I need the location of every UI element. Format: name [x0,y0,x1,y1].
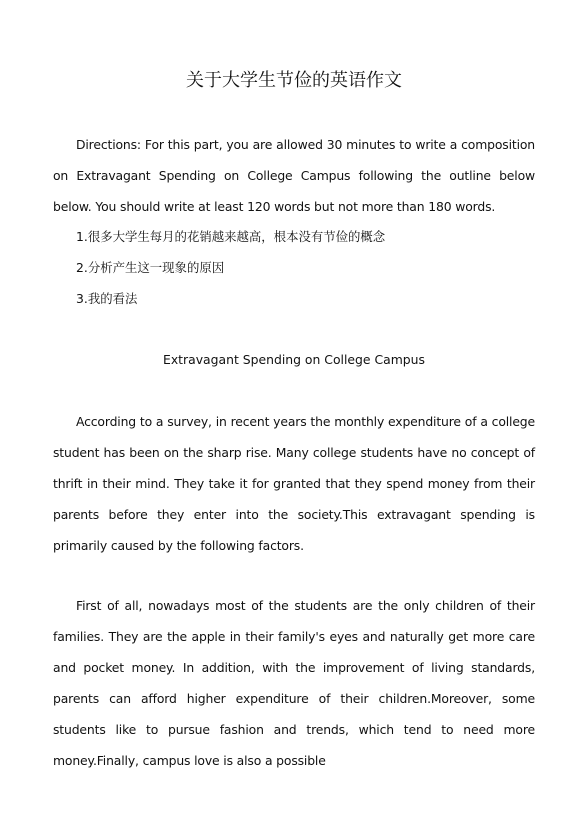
page-title: 关于大学生节俭的英语作文 [186,70,402,91]
essay-paragraph: First of all, nowadays most of the students are the only children of their families. They are the apple in their family's eyes and naturally get more care and pocket money. In addition, with the improvement of living standards, parents can afford higher expenditure of their children.Moreover, some students like to pursue fashion and trends, which tend to need more money.Finally, campus love is also a possible [53,598,535,768]
directions-paragraph: Directions: For this part, you are allowed 30 minutes to write a composition on Extravagant Spending on College Campus following the outline below below. You should write at least 120 words but not more than 180 words. [53,137,535,214]
essay-title: Extravagant Spending on College Campus [163,352,425,367]
essay-paragraph: According to a survey, in recent years the monthly expenditure of a college student has been on the sharp rise. Many college students have no concept of thrift in their mind. They take it for granted that they spend money from their parents before they enter into the society.This extravagant spending is primarily caused by the following factors. [53,414,535,553]
outline-item: 2.分析产生这一现象的原因 [76,260,225,275]
outline-item: 3.我的看法 [76,291,138,306]
outline-item: 1.很多大学生每月的花销越来越高，根本没有节俭的概念 [76,229,386,244]
